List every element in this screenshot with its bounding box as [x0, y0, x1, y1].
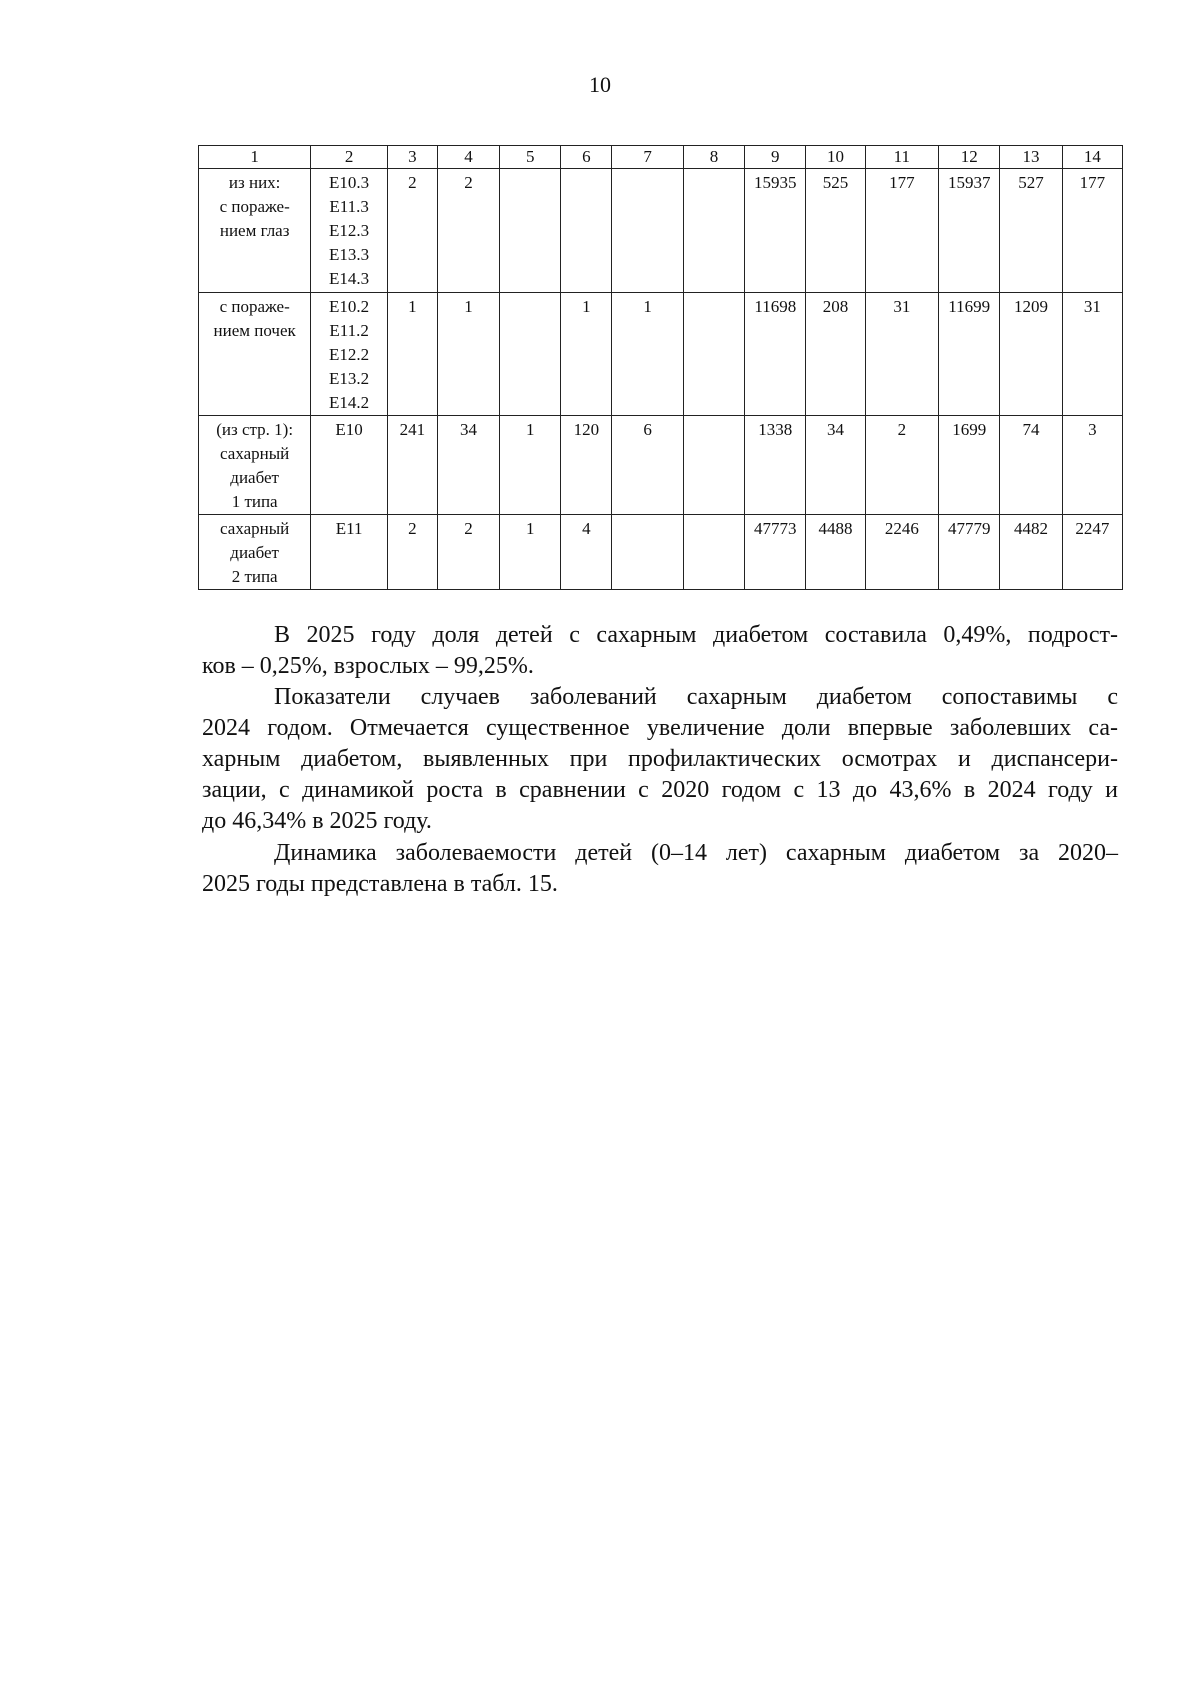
column-number: 10	[806, 146, 865, 169]
table-cell: 2	[437, 169, 499, 293]
table-cell: 1	[500, 515, 561, 590]
table-cell: 4488	[806, 515, 865, 590]
table-cell: 525	[806, 169, 865, 293]
column-number: 12	[939, 146, 1000, 169]
table-cell: 1	[500, 416, 561, 515]
table-row	[199, 293, 1123, 416]
table-cell: 177	[1062, 169, 1122, 293]
paragraph-line: Динамика заболеваемости детей (0–14 лет) сахарным диабетом за 2020–	[274, 840, 1118, 866]
paragraph-line: до 46,34% в 2025 году.	[202, 808, 432, 834]
paragraph-line: Показатели случаев заболеваний сахарным диабетом сопоставимы с	[274, 684, 1118, 710]
table-cell: 15937	[939, 169, 1000, 293]
table-cell: 2	[387, 515, 437, 590]
table-cell: 1338	[745, 416, 806, 515]
paragraph-dynamics	[202, 838, 1118, 900]
paragraph-line: В 2025 году доля детей с сахарным диабетом составила 0,49%, подрост-	[274, 622, 1118, 648]
row-label: сахарный диабет 2 типа	[199, 515, 311, 590]
table-row	[199, 416, 1123, 515]
column-number: 8	[683, 146, 744, 169]
paragraph-line: ков – 0,25%, взрослых – 99,25%.	[202, 653, 534, 679]
column-number: 6	[561, 146, 612, 169]
table-cell: 177	[865, 169, 939, 293]
column-number: 13	[1000, 146, 1062, 169]
page-number: 10	[589, 72, 611, 97]
table-cell: 1	[561, 293, 612, 416]
table-cell	[500, 169, 561, 293]
icd-codes: E10	[311, 416, 388, 515]
column-number: 9	[745, 146, 806, 169]
table-row	[199, 515, 1123, 590]
paragraph-share	[202, 620, 1118, 682]
table-cell: 1699	[939, 416, 1000, 515]
table-cell: 3	[1062, 416, 1122, 515]
table-cell: 1	[612, 293, 683, 416]
paragraph-line: зации, с динамикой роста в сравнении с 2020 годом с 13 до 43,6% в 2024 году и	[202, 777, 1118, 803]
table-cell: 47779	[939, 515, 1000, 590]
row-label: (из стр. 1): сахарный диабет 1 типа	[199, 416, 311, 515]
table-cell: 31	[1062, 293, 1122, 416]
icd-codes: E11	[311, 515, 388, 590]
table-cell: 2	[865, 416, 939, 515]
icd-codes: E10.2 E11.2 E12.2 E13.2 E14.2	[311, 293, 388, 416]
table-cell: 11699	[939, 293, 1000, 416]
column-number: 1	[199, 146, 311, 169]
table-cell: 2246	[865, 515, 939, 590]
column-number: 2	[311, 146, 388, 169]
table-cell: 120	[561, 416, 612, 515]
column-number: 3	[387, 146, 437, 169]
column-number: 5	[500, 146, 561, 169]
table-cell: 208	[806, 293, 865, 416]
table-cell: 6	[612, 416, 683, 515]
table-cell	[500, 293, 561, 416]
statistics-table	[198, 145, 1123, 590]
table-cell: 1	[387, 293, 437, 416]
table-cell: 241	[387, 416, 437, 515]
table-cell	[612, 515, 683, 590]
table-cell: 2247	[1062, 515, 1122, 590]
paragraph-line: харным диабетом, выявленных при профилактических осмотрах и диспансери-	[202, 746, 1118, 772]
paragraph-line: 2024 годом. Отмечается существенное увеличение доли впервые заболевших са-	[202, 715, 1118, 741]
icd-codes: E10.3 E11.3 E12.3 E13.3 E14.3	[311, 169, 388, 293]
table-cell: 74	[1000, 416, 1062, 515]
row-label: с пораже- нием почек	[199, 293, 311, 416]
table-row	[199, 169, 1123, 293]
table-cell	[561, 169, 612, 293]
table-cell: 34	[806, 416, 865, 515]
table-cell: 1	[437, 293, 499, 416]
column-number: 7	[612, 146, 683, 169]
table-cell: 4482	[1000, 515, 1062, 590]
table-cell	[683, 416, 744, 515]
column-number: 14	[1062, 146, 1122, 169]
column-number: 4	[437, 146, 499, 169]
table-cell: 2	[387, 169, 437, 293]
paragraph-indicators	[202, 682, 1118, 837]
row-label: из них: с пораже- нием глаз	[199, 169, 311, 293]
table-cell: 2	[437, 515, 499, 590]
table-cell	[683, 169, 744, 293]
paragraph-line: 2025 годы представлена в табл. 15.	[202, 871, 558, 897]
column-number: 11	[865, 146, 939, 169]
table-cell: 11698	[745, 293, 806, 416]
table-cell	[683, 515, 744, 590]
table-cell: 1209	[1000, 293, 1062, 416]
table-cell	[612, 169, 683, 293]
table-cell: 15935	[745, 169, 806, 293]
table-cell	[683, 293, 744, 416]
table-cell: 31	[865, 293, 939, 416]
table-cell: 4	[561, 515, 612, 590]
table-cell: 34	[437, 416, 499, 515]
table-cell: 527	[1000, 169, 1062, 293]
table-cell: 47773	[745, 515, 806, 590]
table-header-row	[199, 146, 1123, 169]
